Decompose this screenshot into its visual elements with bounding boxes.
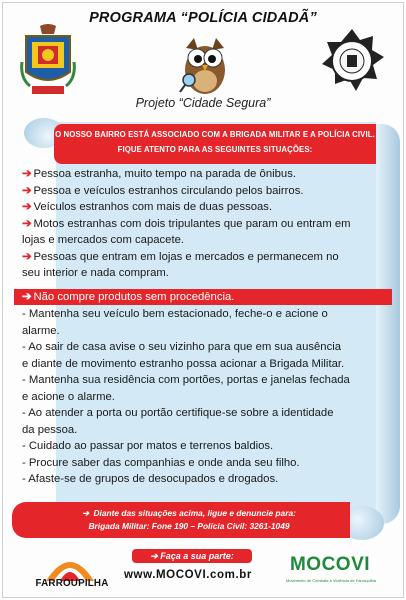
tip-line: - Cuidado ao passar por matos e terrenos baldios. [22,440,274,452]
org-tagline: Movimento de Combate à Violência de Farroupilha [286,578,376,583]
tip-line: - Mantenha seu veículo bem estacionado, feche-o e acione o [22,308,328,320]
owl-mascot-icon [176,34,234,98]
tip-line: - Procure saber das companhias e onde anda seu filho. [22,456,300,469]
tip-line: - Ao atender a porta ou portão certifique-se sobre a identidade [22,407,334,419]
tip-line: - Mantenha sua residência com portões, portas e janelas fechada [22,374,350,386]
list-item: ➔ Pessoas que entram em lojas e mercados e permanecem no [22,250,339,263]
contact-line-2: Brigada Militar: Fone 190 – Polícia Civil: 3261-1049 [88,521,290,531]
tip-line: e acione o alarme. [22,390,115,403]
list-item-continued: lojas e mercados com capacete. [22,234,185,246]
intro-line-2: FIQUE ATENTO PARA AS SEGUINTES SITUAÇÕES: [117,145,313,154]
list-item-continued: seu interior e nada compram. [22,267,169,279]
sponsor-name: FARROUPILHA [35,578,109,589]
state-crest-icon [20,22,76,98]
arrow-right-icon: ➔ [22,250,32,263]
arrow-right-icon: ➔ [22,291,32,303]
website-link[interactable]: www.MOCOVI.com.br [124,569,252,581]
arrow-right-icon: ➔ [22,217,32,230]
list-item: ➔ Veículos estranhos com mais de duas pessoas. [22,201,273,213]
tip-line: alarme. [22,324,60,337]
tip-line: - Ao sair de casa avise o seu vizinho para que em sua ausência [22,341,342,353]
project-subtitle: Projeto “Cidade Segura” [135,96,271,110]
arrow-right-icon: ➔ [82,508,90,518]
arrow-right-icon: ➔ [22,168,32,180]
list-item: ➔ Pessoa estranha, muito tempo na parada de ônibus. [22,168,296,180]
program-title: PROGRAMA “POLÍCIA CIDADÃ” [89,10,317,26]
list-item: ➔ Motos estranhas com dois tripulantes que param ou entram em [22,217,351,230]
tips-list [22,306,382,488]
arrow-right-icon: ➔ [22,201,32,213]
arrow-right-icon: ➔ [22,184,32,197]
arrow-right-icon: ➔ [150,551,161,561]
intro-line-1: O NOSSO BAIRRO ESTÁ ASSOCIADO COM A BRIGADA MILITAR E A POLÍCIA CIVIL. [55,130,375,139]
situations-list [22,166,382,282]
tip-line: da pessoa. [22,423,78,436]
list-item: ➔ Pessoa e veículos estranhos circulando pelos bairros. [22,184,304,197]
tip-line: - Afaste-se de grupos de desocupados e drogados. [22,473,279,485]
police-seal-icon [319,28,385,94]
cta-badge: ➔ Faça a sua parte: [132,549,252,563]
tip-line: e diante de movimento estranho possa acionar a Brigada Militar. [22,357,345,370]
org-logo-text: MOCOVI [289,554,371,575]
contact-line-1: ➔ Diante das situações acima, ligue e denuncie para: [82,508,296,518]
highlight-text: ➔ Não compre produtos sem procedência. [22,291,235,303]
